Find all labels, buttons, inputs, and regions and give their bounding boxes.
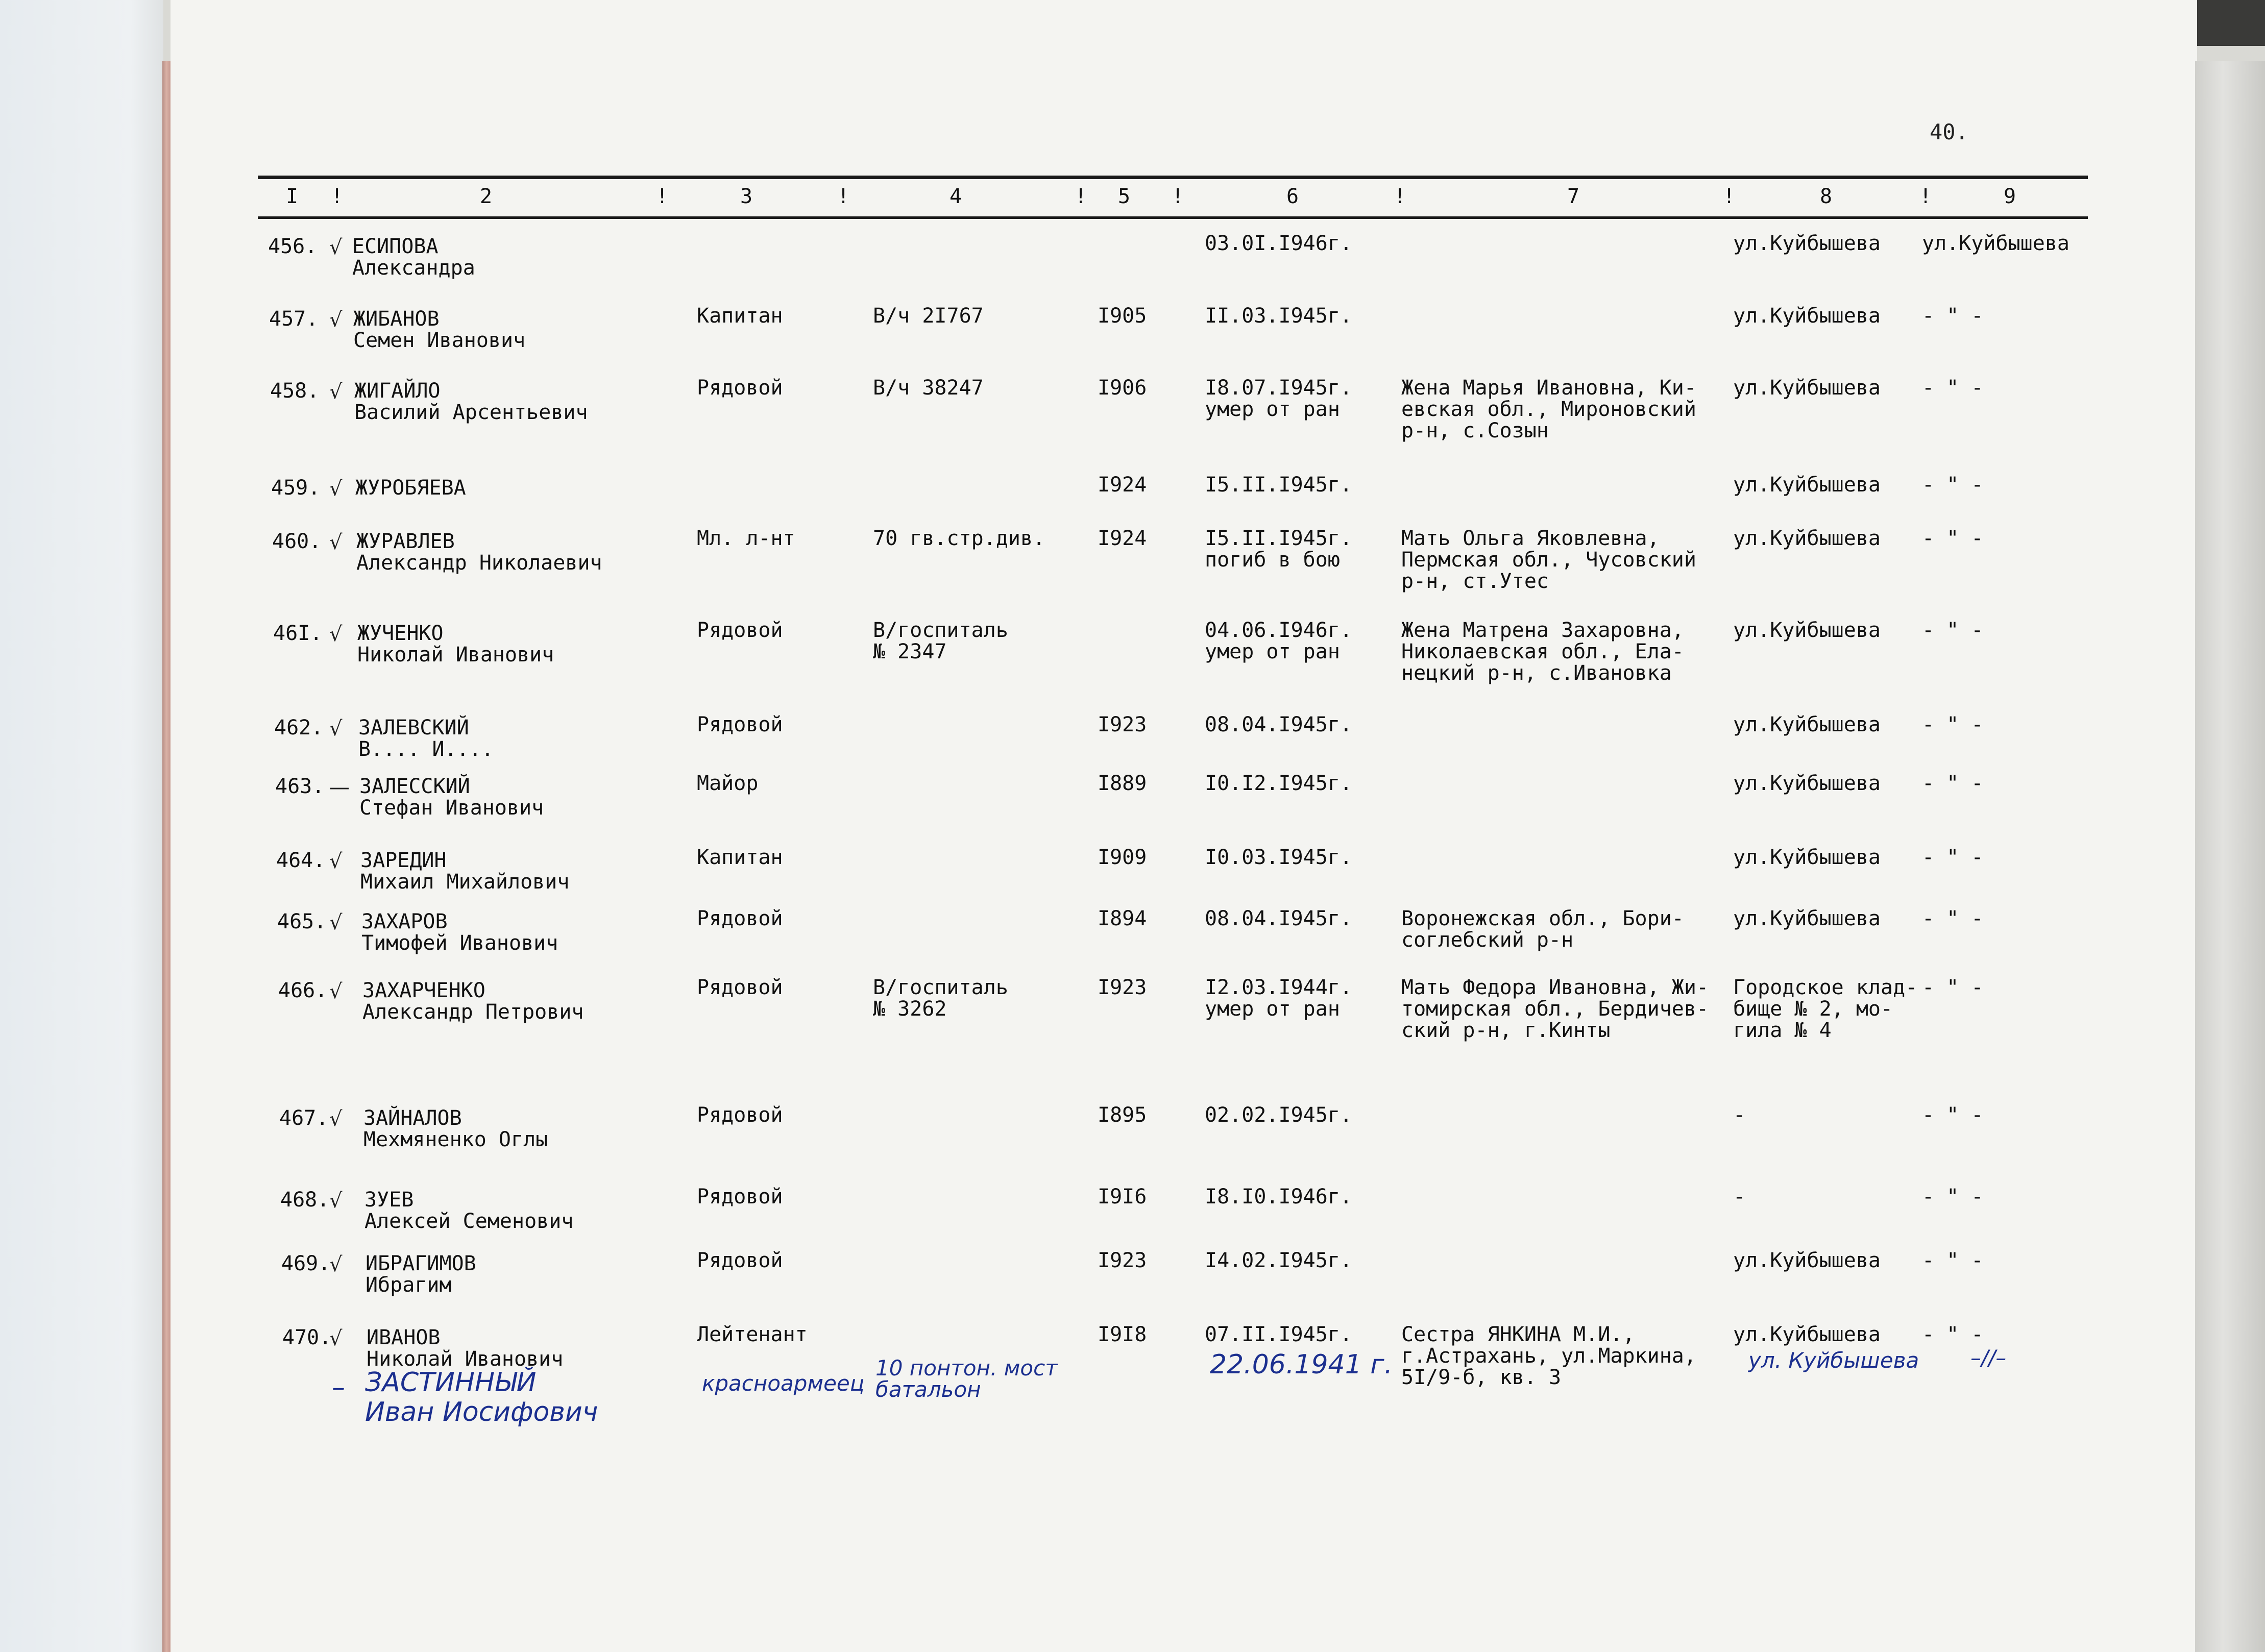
column-9: - " - bbox=[1922, 713, 1984, 736]
death-date: 04.06.I946г. умер от ран bbox=[1205, 619, 1352, 663]
column-9: ул.Куйбышева bbox=[1922, 232, 2069, 255]
rank: Рядовой bbox=[697, 1185, 783, 1209]
column-9: - " - bbox=[1922, 907, 1984, 930]
burial-place: ул.Куйбышева bbox=[1733, 1249, 1881, 1272]
death-date: I5.II.I945г. bbox=[1205, 473, 1352, 497]
birth-year: I909 bbox=[1098, 846, 1147, 869]
header-separator: ! bbox=[1723, 185, 1736, 208]
header-separator: ! bbox=[656, 185, 669, 208]
death-date: 08.04.I945г. bbox=[1205, 907, 1352, 930]
row-number: 456. bbox=[268, 235, 318, 258]
right-page-edge bbox=[2195, 61, 2265, 1652]
rank: Рядовой bbox=[697, 1249, 783, 1272]
header-col-9: 9 bbox=[2004, 185, 2016, 208]
header-separator: ! bbox=[1919, 185, 1932, 208]
header-col-8: 8 bbox=[1820, 185, 1833, 208]
handwritten-dash: – bbox=[332, 1372, 345, 1403]
column-9: - " - bbox=[1922, 1249, 1984, 1272]
death-date: I2.03.I944г. умер от ран bbox=[1205, 976, 1352, 1021]
column-9: - " - bbox=[1922, 473, 1984, 497]
row-number: 459. bbox=[271, 476, 321, 500]
death-date: 03.0I.I946г. bbox=[1205, 232, 1352, 255]
burial-place: Городское клад- бище № 2, мо- гила № 4 bbox=[1733, 976, 1918, 1042]
handwritten-col9: –//– bbox=[1970, 1345, 2007, 1370]
death-date: II.03.I945г. bbox=[1205, 304, 1352, 328]
row-number: 468. bbox=[280, 1188, 330, 1212]
death-date: 07.II.I945г. bbox=[1205, 1323, 1352, 1346]
military-unit: 70 гв.стр.див. bbox=[873, 527, 1045, 550]
column-9: - " - bbox=[1922, 1103, 1984, 1127]
burial-place: - bbox=[1733, 1103, 1746, 1127]
check-mark: √ bbox=[329, 1189, 343, 1213]
person-name: ЖУЧЕНКО Николай Иванович bbox=[357, 622, 554, 667]
handwritten-rank: красноармеец bbox=[702, 1371, 865, 1396]
column-9: - " - bbox=[1922, 1185, 1984, 1209]
header-separator: ! bbox=[331, 185, 344, 208]
rank: Рядовой bbox=[697, 907, 783, 930]
rank: Лейтенант bbox=[697, 1323, 808, 1346]
rank: Капитан bbox=[697, 846, 783, 869]
person-name: ЕСИПОВА Александра bbox=[352, 235, 475, 280]
header-separator: ! bbox=[1394, 185, 1406, 208]
header-bottom-rule bbox=[258, 216, 2088, 219]
check-mark: √ bbox=[329, 531, 343, 554]
burial-place: ул.Куйбышева bbox=[1733, 1323, 1881, 1346]
military-unit: В/ч 38247 bbox=[873, 376, 984, 400]
person-name: ЖИБАНОВ Семен Иванович bbox=[353, 307, 526, 352]
header-col-2: 2 bbox=[480, 185, 493, 208]
burial-place: - bbox=[1733, 1185, 1746, 1209]
birth-year: I923 bbox=[1098, 713, 1147, 736]
column-9: - " - bbox=[1922, 846, 1984, 869]
birth-year: I905 bbox=[1098, 304, 1147, 328]
header-separator: ! bbox=[1172, 185, 1184, 208]
row-number: 469. bbox=[281, 1252, 331, 1275]
burial-place: ул.Куйбышева bbox=[1733, 772, 1881, 795]
rank: Рядовой bbox=[697, 976, 783, 999]
check-mark: √ bbox=[329, 980, 343, 1003]
check-mark: √ bbox=[329, 477, 343, 501]
burial-place: ул.Куйбышева bbox=[1733, 304, 1881, 328]
relatives-address: Мать Федора Ивановна, Жи- томирская обл., Бердичев- ский р-н, г.Кинты bbox=[1401, 976, 1709, 1042]
check-mark: √ bbox=[329, 308, 343, 332]
check-mark: √ bbox=[329, 1253, 343, 1276]
row-number: 464. bbox=[276, 849, 326, 872]
relatives-address: Жена Матрена Захаровна, Николаевская обл., Ела- нецкий р-н, с.Ивановка bbox=[1401, 619, 1684, 685]
header-separator: ! bbox=[837, 185, 850, 208]
row-number: 467. bbox=[279, 1106, 329, 1130]
check-mark: √ bbox=[329, 236, 343, 259]
check-mark: √ bbox=[329, 911, 343, 934]
rank: Рядовой bbox=[697, 713, 783, 736]
person-name: ЗАЙНАЛОВ Мехмяненко Оглы bbox=[363, 1106, 548, 1151]
rank: Рядовой bbox=[697, 1103, 783, 1127]
row-number: 470. bbox=[282, 1326, 332, 1349]
death-date: I4.02.I945г. bbox=[1205, 1249, 1352, 1272]
burial-place: ул.Куйбышева bbox=[1733, 473, 1881, 497]
death-date: 02.02.I945г. bbox=[1205, 1103, 1352, 1127]
person-name: ЖИГАЙЛО Василий Арсентьевич bbox=[354, 379, 588, 424]
column-9: - " - bbox=[1922, 527, 1984, 550]
relatives-address: Воронежская обл., Бори- соглебский р-н bbox=[1401, 907, 1684, 952]
burial-place: ул.Куйбышева bbox=[1733, 232, 1881, 255]
rank: Мл. л-нт bbox=[697, 527, 795, 550]
check-mark: √ bbox=[329, 850, 343, 873]
birth-year: I9I6 bbox=[1098, 1185, 1147, 1209]
person-name: ИБРАГИМОВ Ибрагим bbox=[366, 1252, 476, 1297]
handwritten-date: 22.06.1941 г. bbox=[1210, 1349, 1393, 1380]
burial-place: ул.Куйбышева bbox=[1733, 619, 1881, 642]
military-unit: В/госпиталь № 3262 bbox=[873, 976, 1008, 1021]
column-9: - " - bbox=[1922, 1323, 1984, 1346]
person-name: ЗАХАРОВ Тимофей Иванович bbox=[361, 910, 558, 955]
header-col-5: 5 bbox=[1118, 185, 1131, 208]
header-col-3: 3 bbox=[740, 185, 753, 208]
military-unit: В/госпиталь № 2347 bbox=[873, 619, 1008, 663]
death-date: I8.I0.I946г. bbox=[1205, 1185, 1352, 1209]
row-number: 465. bbox=[277, 910, 327, 933]
death-date: 08.04.I945г. bbox=[1205, 713, 1352, 736]
person-name: ЗАХАРЧЕНКО Александр Петрович bbox=[362, 979, 584, 1024]
rank: Рядовой bbox=[697, 619, 783, 642]
page-number: 40. bbox=[1930, 119, 1968, 144]
birth-year: I906 bbox=[1098, 376, 1147, 400]
row-number: 457. bbox=[269, 307, 319, 331]
header-col-6: 6 bbox=[1286, 185, 1299, 208]
person-name: ЗУЕВ Алексей Семенович bbox=[364, 1188, 574, 1233]
death-date: I0.03.I945г. bbox=[1205, 846, 1352, 869]
handwritten-name: ЗАСТИННЫЙ Иван Иосифович bbox=[365, 1367, 598, 1427]
row-number: 466. bbox=[278, 979, 328, 1002]
header-col-4: 4 bbox=[949, 185, 962, 208]
person-name: ЗАРЕДИН Михаил Михайлович bbox=[360, 849, 570, 894]
person-name: ИВАНОВ Николай Иванович bbox=[367, 1326, 564, 1371]
column-9: - " - bbox=[1922, 304, 1984, 328]
person-name: ЗАЛЕВСКИЙ В.... И.... bbox=[358, 716, 494, 761]
check-mark: — bbox=[329, 776, 350, 799]
check-mark: √ bbox=[329, 1327, 343, 1350]
birth-year: I924 bbox=[1098, 527, 1147, 550]
person-name: ЖУРАВЛЕВ Александр Николаевич bbox=[356, 530, 602, 575]
column-9: - " - bbox=[1922, 976, 1984, 999]
burial-place: ул.Куйбышева bbox=[1733, 376, 1881, 400]
death-date: I0.I2.I945г. bbox=[1205, 772, 1352, 795]
death-date: I8.07.I945г. умер от ран bbox=[1205, 376, 1352, 421]
left-page-edge bbox=[0, 0, 163, 1652]
check-mark: √ bbox=[329, 1107, 343, 1131]
relatives-address: Сестра ЯНКИНА М.И., г.Астрахань, ул.Маркина, 5I/9-б, кв. 3 bbox=[1401, 1323, 1696, 1389]
birth-year: I895 bbox=[1098, 1103, 1147, 1127]
burial-place: ул.Куйбышева bbox=[1733, 846, 1881, 869]
check-mark: √ bbox=[329, 717, 343, 741]
relatives-address: Жена Марья Ивановна, Ки- евская обл., Мироновский р-н, с.Созын bbox=[1401, 376, 1696, 442]
column-9: - " - bbox=[1922, 772, 1984, 795]
handwritten-unit: 10 понтон. мост батальон bbox=[875, 1355, 1058, 1402]
header-col-7: 7 bbox=[1567, 185, 1580, 208]
row-number: 458. bbox=[270, 379, 320, 403]
rank: Рядовой bbox=[697, 376, 783, 400]
row-number: 46I. bbox=[273, 622, 323, 645]
birth-year: I9I8 bbox=[1098, 1323, 1147, 1346]
birth-year: I924 bbox=[1098, 473, 1147, 497]
birth-year: I923 bbox=[1098, 1249, 1147, 1272]
military-unit: В/ч 2I767 bbox=[873, 304, 984, 328]
check-mark: √ bbox=[329, 380, 343, 404]
row-number: 460. bbox=[272, 530, 322, 553]
header-separator: ! bbox=[1075, 185, 1087, 208]
rank: Майор bbox=[697, 772, 759, 795]
person-name: ЖУРОБЯЕВА bbox=[355, 476, 466, 500]
burial-place: ул.Куйбышева bbox=[1733, 527, 1881, 550]
handwritten-burial: ул. Куйбышева bbox=[1748, 1348, 1919, 1373]
person-name: ЗАЛЕССКИЙ Стефан Иванович bbox=[359, 775, 544, 820]
relatives-address: Мать Ольга Яковлевна, Пермская обл., Чусовский р-н, ст.Утес bbox=[1401, 527, 1696, 593]
birth-year: I889 bbox=[1098, 772, 1147, 795]
rank: Капитан bbox=[697, 304, 783, 328]
birth-year: I923 bbox=[1098, 976, 1147, 999]
row-number: 462. bbox=[274, 716, 324, 739]
column-9: - " - bbox=[1922, 376, 1984, 400]
header-top-rule bbox=[258, 176, 2088, 179]
row-number: 463. bbox=[275, 775, 325, 798]
burial-place: ул.Куйбышева bbox=[1733, 713, 1881, 736]
burial-place: ул.Куйбышева bbox=[1733, 907, 1881, 930]
death-date: I5.II.I945г. погиб в бою bbox=[1205, 527, 1352, 572]
header-col-1: I bbox=[286, 185, 299, 208]
book-binding bbox=[162, 61, 171, 1652]
column-9: - " - bbox=[1922, 619, 1984, 642]
check-mark: √ bbox=[329, 623, 343, 646]
birth-year: I894 bbox=[1098, 907, 1147, 930]
